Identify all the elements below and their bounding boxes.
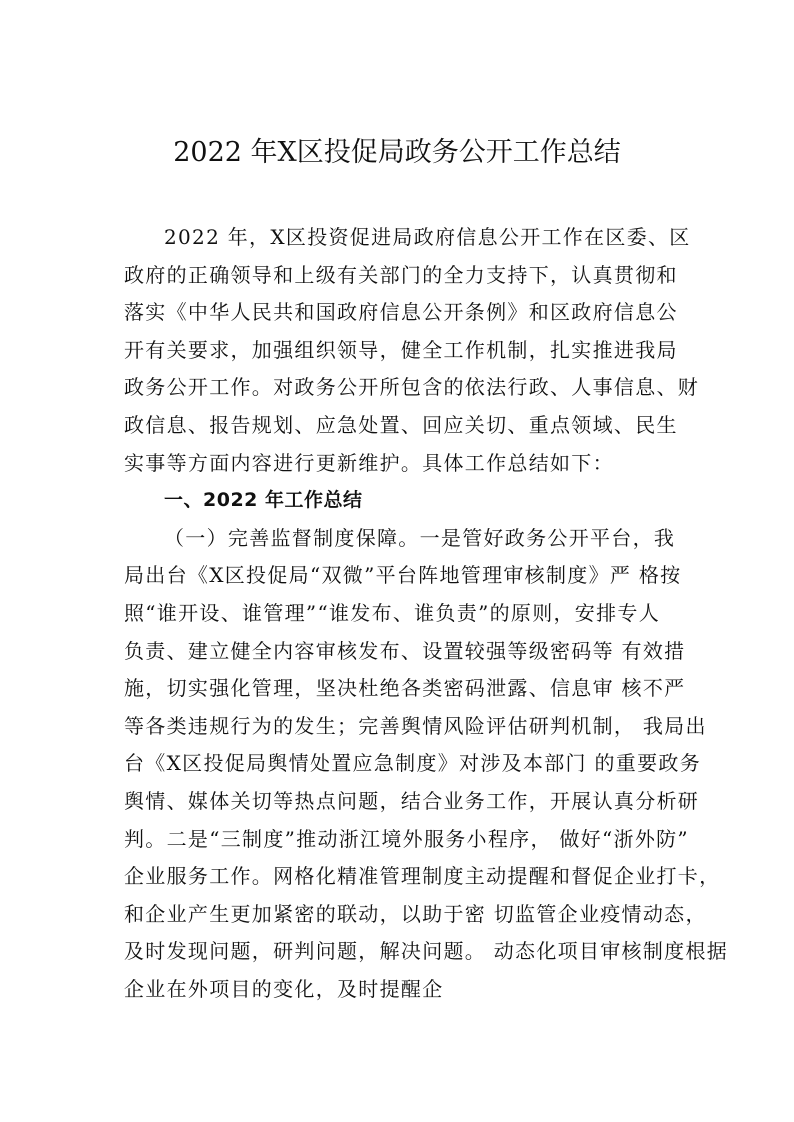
document-body [124,219,729,1008]
paragraph-line: 企业服务工作。网格化精准管理制度主动提醒和督促企业打卡， [124,864,721,889]
paragraph-line: 负责、建立健全内容审核发布、设置较强等级密码等 有效措 [124,638,686,663]
section-heading: 一、2022 年工作总结 [164,489,363,512]
paragraph-line: 局出台《X区投促局“双微”平台阵地管理审核制度》严 格按 [124,563,682,588]
paragraph-line: 等各类违规行为的发生；完善舆情风险评估研判机制， 我局出 [124,713,707,738]
paragraph-line: 判。二是“三制度”推动浙江境外服务小程序， 做好“浙外防” [124,826,689,851]
paragraph-line: 政府的正确领导和上级有关部门的全力支持下，认真贯彻和 [124,262,678,287]
paragraph-line: （一）完善监督制度保障。一是管好政务公开平台，我 [164,525,676,550]
paragraph-line: 落实《中华人民共和国政府信息公开条例》和区政府信息公 [124,300,678,325]
paragraph-line: 2022 年，X区投资促进局政府信息公开工作在区委、区 [164,225,691,249]
paragraph-line: 实事等方面内容进行更新维护。具体工作总结如下： [124,450,614,475]
paragraph-line: 舆情、媒体关切等热点问题，结合业务工作，开展认真分析研 [124,788,700,813]
paragraph-line: 及时发现问题，研判问题，解决问题。 动态化项目审核制度根据 [124,939,729,964]
paragraph-line: 政信息、报告规划、应急处置、回应关切、重点领域、民生 [124,412,678,437]
paragraph-line: 企业在外项目的变化，及时提醒企 [124,976,444,1001]
document-title: 2022 年X区投促局政务公开工作总结 [173,137,621,168]
paragraph-line: 台《X区投促局舆情处置应急制度》对涉及本部门 的重要政务 [124,751,701,776]
paragraph-line: 政务公开工作。对政务公开所包含的依法行政、人事信息、财 [124,375,700,400]
paragraph-line: 施，切实强化管理，坚决杜绝各类密码泄露、信息审 核不严 [124,676,686,701]
paragraph-line: 和企业产生更加紧密的联动，以助于密 切监管企业疫情动态， [124,901,707,926]
paragraph-line: 开有关要求，加强组织领导，健全工作机制，扎实推进我局 [124,337,678,362]
paragraph-line: 照“谁开设、谁管理”“谁发布、谁负责”的原则，安排专人 [124,600,660,625]
